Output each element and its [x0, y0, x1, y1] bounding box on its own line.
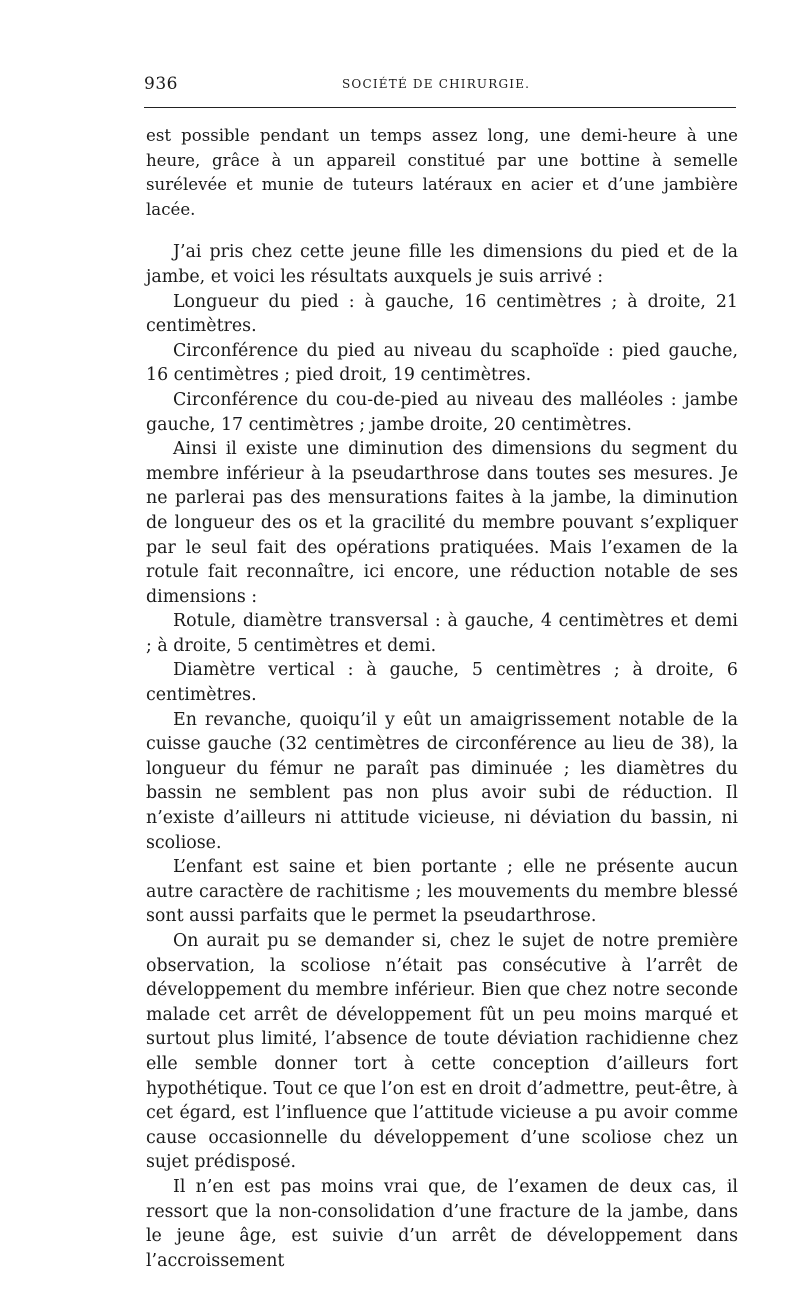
paragraph: Il n’en est pas moins vrai que, de l’examen de deux cas, il ressort que la non-consolidation d’une fracture de la jambe, dans le jeune âge, est suivie d’un arrêt de développement dans l’accroissement	[146, 1176, 738, 1271]
page-number: 936	[144, 74, 178, 94]
paragraph: L’enfant est saine et bien portante ; elle ne présente aucun autre caractère de rachitisme ; les mouvements du membre blessé sont aussi parfaits que le permet la pseudarthrose.	[146, 857, 738, 927]
paragraph: Rotule, diamètre transversal : à gauche, 4 centimètres et demi ; à droite, 5 centimètres et demi.	[146, 611, 738, 656]
running-head: SOCIÉTÉ DE CHIRURGIE.	[342, 77, 531, 91]
paragraph: On aurait pu se demander si, chez le sujet de notre première observation, la scoliose n’était pas consécutive à l’arrêt de développement du membre inférieur. Bien que chez notre seconde malade cet arrêt de développement fût un peu moins marqué et surtout plus limité, l’absence de toute déviation rachidienne chez elle semble donner tort à cette conception d’ailleurs fort hypothétique. Tout ce que l’on est en droit d’admettre, peut-être, à cet égard, est l’influence que l’attitude vicieuse a pu avoir comme cause occasionnelle du développement d’une scoliose chez un sujet prédisposé.	[146, 931, 738, 1173]
paragraph: Longueur du pied : à gauche, 16 centimètres ; à droite, 21 centimètres.	[146, 291, 738, 337]
paragraph: J’ai pris chez cette jeune fille les dimensions du pied et de la jambe, et voici les résultats auxquels je suis arrivé :	[146, 242, 738, 287]
paragraph: Circonférence du cou-de-pied au niveau des malléoles : jambe gauche, 17 centimètres ; jambe droite, 20 centimètres.	[146, 389, 738, 435]
paragraph: En revanche, quoiqu’il y eût un amaigrissement notable de la cuisse gauche (32 centimètres de circonférence au lieu de 38), la longueur du fémur ne paraît pas diminuée ; les diamètres du bassin ne semblent pas non plus avoir subi de réduction. Il n’existe d’ailleurs ni attitude vicieuse, ni déviation du bassin, ni scoliose.	[146, 709, 738, 853]
paragraph: Ainsi il existe une diminution des dimensions du segment du membre inférieur à la pseudarthrose dans toutes ses mesures. Je ne parlerai pas des mensurations faites à la jambe, la diminution de longueur des os et la gracilité du membre pouvant s’expliquer par le seul fait des opérations pratiquées. Mais l’examen de la rotule fait reconnaître, ici encore, une réduction notable de ses dimensions :	[146, 439, 738, 607]
paragraph-continuation: est possible pendant un temps assez long, une demi-heure à une heure, grâce à un appareil constitué par une bottine à semelle surélevée et munie de tuteurs latéraux en acier et d’une jambière lacée.	[146, 126, 738, 219]
page-header	[144, 74, 736, 96]
header-rule	[144, 107, 736, 108]
body-text	[146, 124, 738, 1273]
paragraph: Diamètre vertical : à gauche, 5 centimètres ; à droite, 6 centimètres.	[146, 660, 738, 706]
paragraph: Circonférence du pied au niveau du scaphoïde : pied gauche, 16 centimètres ; pied droit, 19 centimètres.	[146, 340, 738, 386]
